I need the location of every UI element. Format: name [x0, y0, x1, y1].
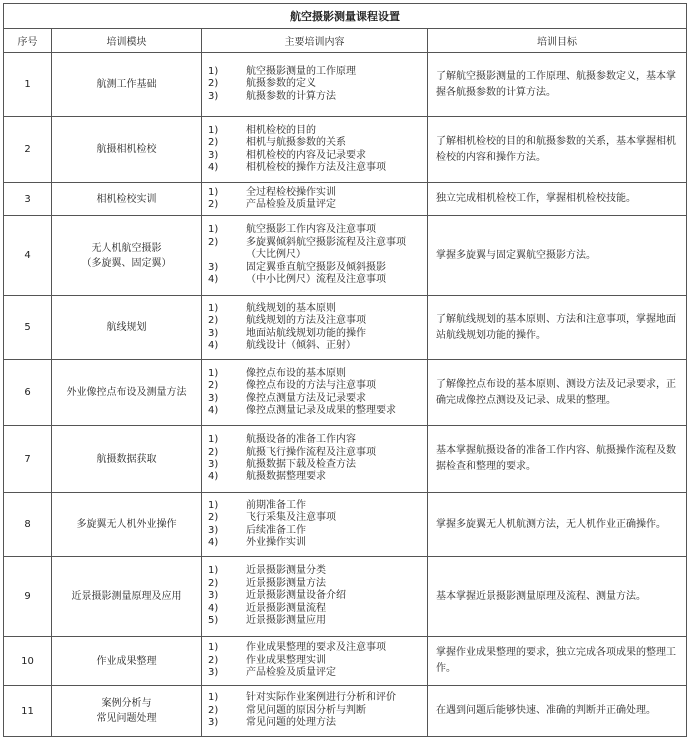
module-name-line: 案例分析与: [101, 698, 152, 709]
goal-cell: 了解相机检校的目的和航摄参数的关系，基本掌握相机检校的内容和操作方法。: [428, 117, 687, 183]
item-text: 航摄参数的定义: [246, 78, 316, 90]
item-text: 产品检验及质量评定: [246, 667, 336, 679]
content-item: [202, 655, 425, 667]
item-number: [202, 249, 246, 261]
content-cell: [202, 53, 428, 117]
goal-cell: 了解航线规划的基本原则、方法和注意事项，掌握地面站航线规划功能的操作。: [428, 296, 687, 360]
module-cell: [52, 557, 202, 637]
item-number: 1): [208, 186, 219, 198]
row-number: 7: [4, 426, 52, 493]
content-item: [202, 66, 425, 78]
module-name-line: 航测工作基础: [96, 79, 157, 90]
content-item: [202, 368, 425, 380]
content-item: [202, 224, 425, 236]
content-item: [202, 249, 425, 261]
module-name-line: 无人机航空摄影: [91, 242, 162, 254]
item-text: 后续准备工作: [246, 524, 306, 536]
header-content: 主要培训内容: [202, 29, 428, 53]
content-cell: [202, 360, 428, 426]
item-number: 4): [208, 471, 219, 483]
module-cell: [52, 637, 202, 686]
item-text: 作业成果整理的要求及注意事项: [246, 642, 386, 654]
module-name-line: 近景摄影测量原理及应用: [71, 591, 182, 602]
goal-cell: 了解像控点布设的基本原则、测设方法及记录要求，正确完成像控点测设及记录、成果的整理。: [428, 360, 687, 426]
goal-cell: 掌握作业成果整理的要求，独立完成各项成果的整理工作。: [428, 637, 687, 686]
item-text: 地面站航线规划功能的操作: [246, 327, 366, 339]
content-item: [202, 125, 425, 137]
content-item: [202, 537, 425, 549]
item-text: 航摄设备的准备工作内容: [246, 434, 356, 446]
content-item: [202, 328, 425, 340]
module-name-line: 多旋翼无人机外业操作: [76, 519, 177, 530]
item-text: 像控点布设的基本原则: [246, 367, 346, 379]
module-cell: [52, 183, 202, 216]
row-number: 6: [4, 360, 52, 426]
row-number: 2: [4, 117, 52, 183]
table-row: [4, 296, 687, 360]
content-item: [202, 274, 425, 286]
item-text: 前期准备工作: [246, 499, 306, 511]
module-cell: [52, 493, 202, 557]
module-cell: [52, 426, 202, 493]
item-number: 1): [208, 565, 219, 577]
content-item: [202, 603, 425, 615]
content-cell: [202, 426, 428, 493]
module-cell: [52, 296, 202, 360]
item-number: 2): [208, 704, 219, 716]
item-number: 3): [208, 667, 219, 679]
content-item: [202, 500, 425, 512]
content-item: [202, 565, 425, 577]
row-number: 9: [4, 557, 52, 637]
row-number: 10: [4, 637, 52, 686]
table-row: [4, 493, 687, 557]
row-number: 11: [4, 686, 52, 737]
content-cell: [202, 637, 428, 686]
item-number: 2): [208, 315, 219, 327]
content-item: [202, 717, 425, 729]
item-text: 像控点布设的方法与注意事项: [246, 380, 376, 392]
item-text: 近景摄影测量方法: [246, 577, 326, 589]
module-name-line: 相机检校实训: [96, 193, 157, 205]
module-name-line: 航摄相机检校: [96, 144, 157, 155]
item-number: 3): [208, 149, 219, 161]
item-number: 1): [208, 302, 219, 314]
content-item: [202, 162, 425, 174]
item-number: 4): [208, 274, 219, 286]
item-number: 3): [208, 524, 219, 536]
table-row: [4, 117, 687, 183]
table-row: [4, 637, 687, 686]
item-text: 针对实际作业案例进行分析和评价: [246, 692, 396, 704]
module-cell: [52, 117, 202, 183]
item-number: 2): [208, 236, 219, 248]
module-cell: [52, 360, 202, 426]
item-text: 全过程检校操作实训: [246, 186, 336, 198]
content-item: [202, 150, 425, 162]
item-text: 航空摄影工作内容及注意事项: [246, 224, 376, 236]
content-item: [202, 578, 425, 590]
item-text: 固定翼垂直航空摄影及倾斜摄影: [246, 261, 386, 273]
content-item: [202, 512, 425, 524]
item-number: 1): [208, 224, 219, 236]
content-item: [202, 692, 425, 704]
content-item: [202, 447, 425, 459]
content-cell: [202, 183, 428, 216]
item-number: 1): [208, 499, 219, 511]
item-text: 近景摄影测量应用: [246, 615, 326, 627]
item-number: 4): [208, 404, 219, 416]
table-row: [4, 426, 687, 493]
content-item: [202, 590, 425, 602]
item-number: 3): [208, 392, 219, 404]
module-name-line: 常见问题处理: [96, 713, 157, 724]
table-title: 航空摄影测量课程设置: [4, 4, 687, 29]
item-number: 2): [208, 380, 219, 392]
item-number: 5): [208, 615, 219, 627]
header-no: 序号: [4, 29, 52, 53]
table-row: [4, 360, 687, 426]
item-text: 航线规划的方法及注意事项: [246, 315, 366, 327]
module-cell: [52, 216, 202, 296]
item-text: 相机检校的操作方法及注意事项: [246, 161, 386, 173]
row-number: 5: [4, 296, 52, 360]
item-number: 3): [208, 90, 219, 102]
goal-cell: 在遇到问题后能够快速、准确的判断并正确处理。: [428, 686, 687, 737]
item-number: 4): [208, 339, 219, 351]
content-cell: [202, 216, 428, 296]
module-name-line: 航线规划: [106, 322, 147, 333]
content-item: [202, 315, 425, 327]
content-cell: [202, 686, 428, 737]
header-row: [4, 29, 687, 53]
content-item: [202, 667, 425, 679]
content-item: [202, 434, 425, 446]
item-text: 相机检校的内容及记录要求: [246, 149, 366, 161]
item-text: 像控点测量记录及成果的整理要求: [246, 404, 396, 416]
item-text: 近景摄影测量流程: [246, 602, 326, 614]
item-text: 近景摄影测量分类: [246, 565, 326, 577]
item-text: 飞行采集及注意事项: [246, 512, 336, 524]
content-item: [202, 459, 425, 471]
item-text: 常见问题的原因分析与判断: [246, 704, 366, 716]
item-text: 航摄数据整理要求: [246, 471, 326, 483]
content-cell: [202, 296, 428, 360]
goal-cell: 独立完成相机检校工作，掌握相机检校技能。: [428, 183, 687, 216]
content-item: [202, 137, 425, 149]
item-text: 多旋翼倾斜航空摄影流程及注意事项: [246, 236, 406, 248]
item-number: 4): [208, 536, 219, 548]
item-number: 2): [208, 199, 219, 210]
item-text: 航摄数据下载及检查方法: [246, 459, 356, 470]
item-number: 4): [208, 602, 219, 614]
item-text: 常见问题的处理方法: [246, 717, 336, 729]
item-number: 2): [208, 512, 219, 524]
module-name-line: 外业像控点布设及测量方法: [66, 387, 187, 398]
item-text: 航线设计（倾斜、正射）: [246, 339, 356, 351]
item-number: 1): [208, 642, 219, 654]
item-text: 航线规划的基本原则: [246, 302, 336, 314]
row-number: 4: [4, 216, 52, 296]
table-row: [4, 53, 687, 117]
row-number: 1: [4, 53, 52, 117]
content-item: [202, 91, 425, 103]
content-item: [202, 615, 425, 627]
content-item: [202, 525, 425, 537]
item-text: 航摄参数的计算方法: [246, 90, 336, 102]
item-number: 2): [208, 137, 219, 149]
table-row: [4, 183, 687, 216]
table-row: [4, 557, 687, 637]
module-name-line: （多旋翼、固定翼）: [81, 257, 172, 269]
item-text: 外业操作实训: [246, 536, 306, 548]
table-row: [4, 216, 687, 296]
item-number: 2): [208, 654, 219, 666]
item-number: 1): [208, 65, 219, 77]
content-cell: [202, 493, 428, 557]
item-text: 作业成果整理实训: [246, 654, 326, 666]
content-cell: [202, 557, 428, 637]
content-item: [202, 405, 425, 417]
header-goal: 培训目标: [428, 29, 687, 53]
item-number: 2): [208, 78, 219, 90]
item-text: 相机与航摄参数的关系: [246, 137, 346, 149]
goal-cell: 基本掌握航摄设备的准备工作内容、航摄操作流程及数据检查和整理的要求。: [428, 426, 687, 493]
item-number: 4): [208, 161, 219, 173]
content-item: [202, 471, 425, 483]
content-item: [202, 303, 425, 315]
goal-cell: 基本掌握近景摄影测量原理及流程、测量方法。: [428, 557, 687, 637]
module-cell: [52, 686, 202, 737]
content-item: [202, 380, 425, 392]
item-text: （大比例尺）: [246, 249, 306, 261]
item-number: 1): [208, 124, 219, 136]
item-text: 航摄飞行操作流程及注意事项: [246, 446, 376, 458]
item-number: 3): [208, 459, 219, 470]
item-number: 3): [208, 590, 219, 602]
item-number: 3): [208, 327, 219, 339]
item-number: 2): [208, 446, 219, 458]
module-cell: [52, 53, 202, 117]
item-text: 产品检验及质量评定: [246, 199, 336, 210]
table-row: [4, 686, 687, 737]
item-number: 3): [208, 261, 219, 273]
header-module: 培训模块: [52, 29, 202, 53]
item-number: 3): [208, 717, 219, 729]
content-item: [202, 705, 425, 717]
item-text: （中小比例尺）流程及注意事项: [246, 274, 386, 286]
item-number: 1): [208, 692, 219, 704]
course-table: [3, 3, 687, 737]
table-body: [4, 53, 687, 737]
goal-cell: 掌握多旋翼与固定翼航空摄影方法。: [428, 216, 687, 296]
item-text: 近景摄影测量设备介绍: [246, 590, 346, 602]
content-item: [202, 340, 425, 352]
item-number: 1): [208, 434, 219, 446]
content-item: [202, 78, 425, 90]
content-cell: [202, 117, 428, 183]
item-number: 1): [208, 367, 219, 379]
item-number: 2): [208, 577, 219, 589]
module-name-line: 航摄数据获取: [96, 453, 157, 465]
item-text: 相机检校的目的: [246, 124, 316, 136]
content-item: [202, 262, 425, 274]
content-item: [202, 642, 425, 654]
module-name-line: 作业成果整理: [96, 655, 157, 667]
content-item: [202, 393, 425, 405]
goal-cell: 了解航空摄影测量的工作原理、航摄参数定义，基本掌握各航摄参数的计算方法。: [428, 53, 687, 117]
content-item: [202, 199, 425, 211]
item-text: 像控点测量方法及记录要求: [246, 392, 366, 404]
content-item: [202, 187, 425, 199]
row-number: 3: [4, 183, 52, 216]
content-item: [202, 237, 425, 249]
goal-cell: 掌握多旋翼无人机航测方法，无人机作业正确操作。: [428, 493, 687, 557]
row-number: 8: [4, 493, 52, 557]
item-text: 航空摄影测量的工作原理: [246, 65, 356, 77]
